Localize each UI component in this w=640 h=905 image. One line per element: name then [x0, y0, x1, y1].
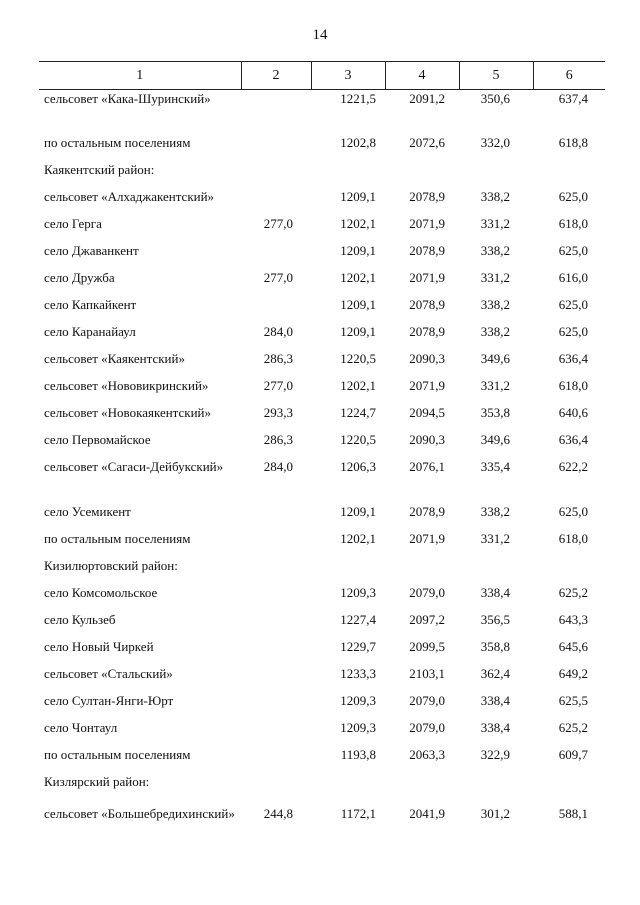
value-col-6: 618,0: [558, 378, 588, 393]
value-col-5: 301,2: [480, 806, 510, 821]
value-col-4: 2071,9: [409, 216, 445, 231]
data-table: [39, 61, 605, 845]
table-row: [39, 242, 605, 269]
value-col-2: [241, 296, 311, 323]
value-col-4: 2079,0: [409, 693, 445, 708]
value-col-4: 2099,5: [409, 639, 445, 654]
value-col-2: [241, 90, 311, 135]
settlement-name: село Каранайаул: [44, 324, 136, 339]
settlement-name: сельсовет «Алхаджакентский»: [44, 189, 215, 204]
value-col-6: 649,2: [558, 666, 588, 681]
settlement-name: село Дружба: [44, 270, 115, 285]
value-col-4: 2063,3: [409, 747, 445, 762]
value-col-2: [241, 557, 311, 584]
column-header-6: 6: [533, 62, 605, 90]
table-row: [39, 611, 605, 638]
settlement-name: село Новый Чиркей: [44, 639, 154, 654]
table-row: [39, 584, 605, 611]
value-col-4: 2078,9: [409, 243, 445, 258]
value-col-3: 1221,5: [340, 91, 376, 106]
value-col-2: [241, 638, 311, 665]
table-row: [39, 90, 605, 135]
value-col-4: [385, 773, 459, 800]
value-col-3: 1202,1: [340, 378, 376, 393]
value-col-4: 2071,9: [409, 378, 445, 393]
value-col-6: 618,0: [558, 216, 588, 231]
value-col-3: 1209,1: [340, 504, 376, 519]
value-col-6: [533, 773, 605, 800]
value-col-6: 637,4: [558, 91, 588, 106]
settlement-name: Кизилюртовский район:: [44, 558, 178, 573]
table-row: [39, 665, 605, 692]
value-col-5: [459, 557, 533, 584]
value-col-5: 331,2: [480, 216, 510, 231]
settlement-name: сельсовет «Каякентский»: [44, 351, 185, 366]
table-row: [39, 134, 605, 161]
value-col-3: 1209,1: [340, 189, 376, 204]
value-col-2: 277,0: [263, 270, 293, 285]
value-col-4: [385, 161, 459, 188]
value-col-6: 618,8: [558, 135, 588, 150]
value-col-3: 1220,5: [340, 432, 376, 447]
value-col-2: 277,0: [263, 378, 293, 393]
header-row: [39, 62, 605, 90]
column-header-3: 3: [311, 62, 385, 90]
value-col-5: 338,4: [480, 720, 510, 735]
value-col-2: [241, 692, 311, 719]
value-col-5: 331,2: [480, 378, 510, 393]
settlement-name: село Комсомольское: [44, 585, 158, 600]
value-col-5: [459, 773, 533, 800]
value-col-3: [311, 557, 385, 584]
value-col-4: 2090,3: [409, 432, 445, 447]
value-col-3: 1206,3: [340, 459, 376, 474]
value-col-2: [241, 161, 311, 188]
value-col-5: [459, 161, 533, 188]
settlement-name: село Капкайкент: [44, 297, 137, 312]
column-header-1: 1: [39, 62, 241, 90]
value-col-3: 1202,1: [340, 531, 376, 546]
value-col-4: 2097,2: [409, 612, 445, 627]
value-col-6: 625,0: [558, 189, 588, 204]
value-col-6: 625,2: [558, 720, 588, 735]
value-col-3: 1202,1: [340, 216, 376, 231]
value-col-5: 338,2: [480, 297, 510, 312]
settlement-name: село Чонтаул: [44, 720, 118, 735]
value-col-6: 636,4: [558, 432, 588, 447]
value-col-2: 277,0: [263, 216, 293, 231]
value-col-6: 640,6: [558, 405, 588, 420]
value-col-5: 332,0: [480, 135, 510, 150]
table-row: [39, 800, 605, 845]
value-col-4: 2041,9: [409, 806, 445, 821]
settlement-name: сельсовет «Стальский»: [44, 666, 173, 681]
value-col-4: 2090,3: [409, 351, 445, 366]
settlement-name: село Кульзеб: [44, 612, 116, 627]
settlement-name: село Усемикент: [44, 504, 131, 519]
value-col-4: 2094,5: [409, 405, 445, 420]
value-col-5: 350,6: [480, 91, 510, 106]
value-col-6: 616,0: [558, 270, 588, 285]
table-row: [39, 377, 605, 404]
value-col-5: 349,6: [480, 351, 510, 366]
value-col-4: 2078,9: [409, 189, 445, 204]
value-col-2: [241, 584, 311, 611]
page-number: 14: [312, 27, 328, 43]
table-row: [39, 269, 605, 296]
value-col-6: 588,1: [558, 806, 588, 821]
settlement-name: сельсовет «Новокаякентский»: [44, 405, 212, 420]
value-col-3: 1193,8: [340, 747, 376, 762]
value-col-5: 338,2: [480, 243, 510, 258]
value-col-6: 636,4: [558, 351, 588, 366]
value-col-3: 1202,1: [340, 270, 376, 285]
table-row: [39, 719, 605, 746]
table-row: [39, 692, 605, 719]
value-col-4: 2071,9: [409, 531, 445, 546]
value-col-3: 1229,7: [340, 639, 376, 654]
value-col-4: 2078,9: [409, 504, 445, 519]
value-col-3: [311, 161, 385, 188]
value-col-2: [241, 746, 311, 773]
value-col-5: 338,2: [480, 324, 510, 339]
value-col-5: 358,8: [480, 639, 510, 654]
settlement-name: село Джаванкент: [44, 243, 139, 258]
value-col-5: 335,4: [480, 459, 510, 474]
value-col-4: 2071,9: [409, 270, 445, 285]
value-col-2: [241, 503, 311, 530]
value-col-6: 618,0: [558, 531, 588, 546]
value-col-2: [241, 719, 311, 746]
table-row: [39, 530, 605, 557]
value-col-3: 1209,3: [340, 720, 376, 735]
value-col-5: 331,2: [480, 270, 510, 285]
value-col-6: [533, 161, 605, 188]
value-col-6: 625,5: [558, 693, 588, 708]
value-col-6: [533, 557, 605, 584]
value-col-2: 293,3: [263, 405, 293, 420]
value-col-5: 322,9: [480, 747, 510, 762]
table-row: [39, 296, 605, 323]
value-col-2: 286,3: [263, 432, 293, 447]
table-row: [39, 458, 605, 503]
table-row: [39, 557, 605, 584]
table-header: [39, 62, 605, 90]
value-col-5: 349,6: [480, 432, 510, 447]
value-col-2: [241, 773, 311, 800]
value-col-4: 2078,9: [409, 324, 445, 339]
table-row: [39, 746, 605, 773]
value-col-6: 645,6: [558, 639, 588, 654]
value-col-3: 1220,5: [340, 351, 376, 366]
settlement-name: по остальным поселениям: [44, 747, 191, 762]
value-col-6: 622,2: [558, 459, 588, 474]
value-col-3: 1209,1: [340, 243, 376, 258]
table-row: [39, 350, 605, 377]
value-col-5: 338,4: [480, 585, 510, 600]
table-row: [39, 431, 605, 458]
value-col-3: 1209,3: [340, 585, 376, 600]
value-col-2: [241, 242, 311, 269]
value-col-6: 625,0: [558, 504, 588, 519]
column-header-5: 5: [459, 62, 533, 90]
value-col-2: 284,0: [263, 459, 293, 474]
table-row: [39, 188, 605, 215]
settlement-name: Каякентский район:: [44, 162, 155, 177]
value-col-3: 1233,3: [340, 666, 376, 681]
table-row: [39, 161, 605, 188]
value-col-4: 2079,0: [409, 585, 445, 600]
settlement-name: по остальным поселениям: [44, 135, 191, 150]
value-col-3: 1227,4: [340, 612, 376, 627]
value-col-2: 244,8: [263, 806, 293, 821]
settlement-name: село Герга: [44, 216, 102, 231]
value-col-4: [385, 557, 459, 584]
value-col-6: 643,3: [558, 612, 588, 627]
table-row: [39, 773, 605, 800]
value-col-5: 331,2: [480, 531, 510, 546]
settlement-name: Кизлярский район:: [44, 774, 150, 789]
settlement-name: сельсовет «Большебредихинский»: [44, 806, 235, 821]
settlement-name: сельсовет «Нововикринский»: [44, 378, 209, 393]
value-col-5: 338,2: [480, 189, 510, 204]
value-col-5: 356,5: [480, 612, 510, 627]
value-col-4: 2103,1: [409, 666, 445, 681]
value-col-6: 625,0: [558, 243, 588, 258]
value-col-3: 1202,8: [340, 135, 376, 150]
settlement-name: сельсовет «Кака-Шуринский»: [44, 91, 211, 106]
value-col-2: [241, 611, 311, 638]
value-col-2: 284,0: [263, 324, 293, 339]
settlement-name: село Первомайское: [44, 432, 151, 447]
table-row: [39, 503, 605, 530]
table-body: [39, 90, 605, 846]
value-col-4: 2079,0: [409, 720, 445, 735]
value-col-2: [241, 665, 311, 692]
value-col-4: 2091,2: [409, 91, 445, 106]
column-header-4: 4: [385, 62, 459, 90]
settlement-name: село Султан-Янги-Юрт: [44, 693, 174, 708]
value-col-2: [241, 134, 311, 161]
value-col-5: 338,2: [480, 504, 510, 519]
value-col-3: 1209,3: [340, 693, 376, 708]
value-col-6: 609,7: [558, 747, 588, 762]
column-header-2: 2: [241, 62, 311, 90]
value-col-3: 1209,1: [340, 324, 376, 339]
value-col-2: [241, 530, 311, 557]
settlement-name: сельсовет «Сагаси-Дейбукский»: [44, 459, 224, 474]
value-col-4: 2078,9: [409, 297, 445, 312]
table-row: [39, 323, 605, 350]
value-col-4: 2076,1: [409, 459, 445, 474]
value-col-6: 625,0: [558, 324, 588, 339]
table-row: [39, 215, 605, 242]
value-col-3: [311, 773, 385, 800]
value-col-2: 286,3: [263, 351, 293, 366]
value-col-5: 353,8: [480, 405, 510, 420]
value-col-6: 625,2: [558, 585, 588, 600]
value-col-3: 1172,1: [340, 806, 376, 821]
settlement-name: по остальным поселениям: [44, 531, 191, 546]
value-col-2: [241, 188, 311, 215]
value-col-5: 338,4: [480, 693, 510, 708]
value-col-6: 625,0: [558, 297, 588, 312]
value-col-4: 2072,6: [409, 135, 445, 150]
table-row: [39, 638, 605, 665]
value-col-5: 362,4: [480, 666, 510, 681]
value-col-3: 1224,7: [340, 405, 376, 420]
value-col-3: 1209,1: [340, 297, 376, 312]
table-row: [39, 404, 605, 431]
